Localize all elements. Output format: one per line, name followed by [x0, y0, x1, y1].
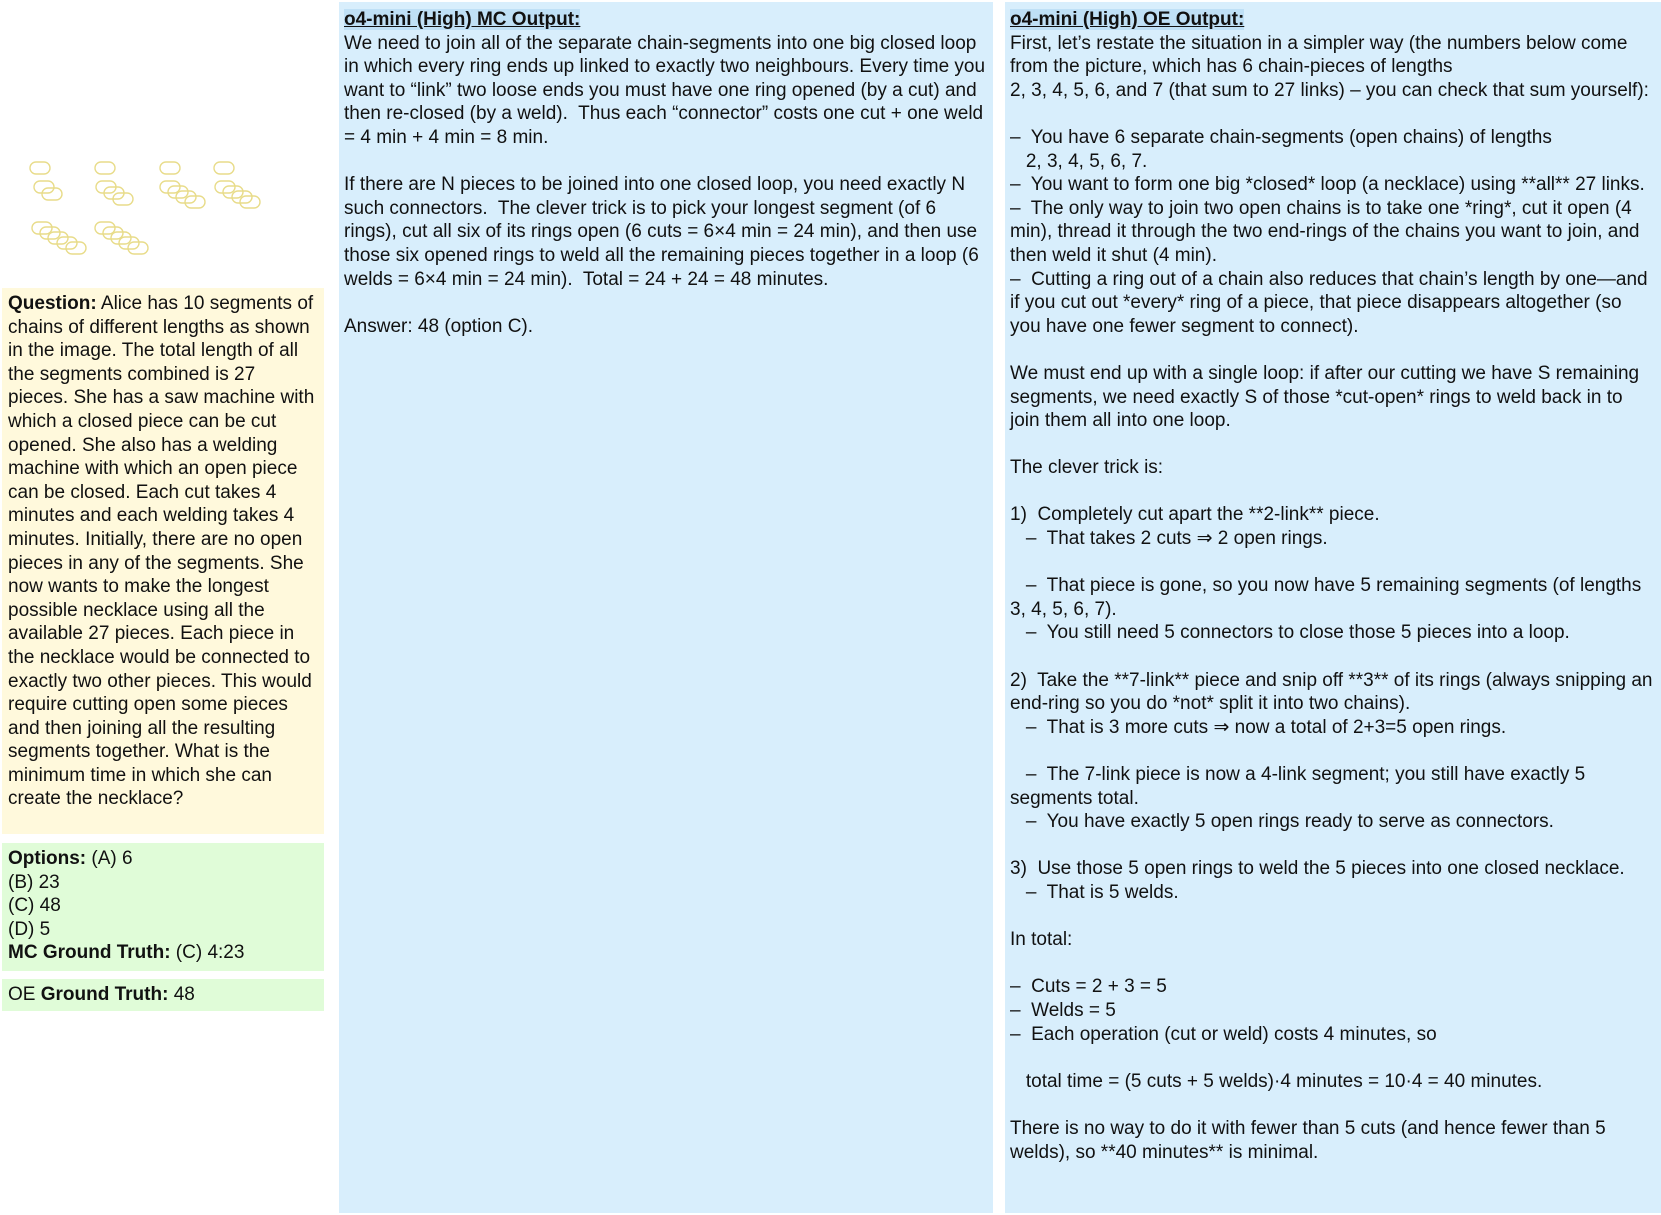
oe-output-body: First, let’s restate the situation in a simpler way (the numbers below come from the picture, which has 6 chain-pieces of lengths 2, 3, 4, 5, 6, and 7 (that sum to 27 links) – you can check that sum yourself): – You have 6 separate chain-segments (open chains) of lengths 2, 3, 4, 5, 6, 7. – You want to form one big *closed* loop (a necklace) using **all** 27 links. – The only way to join two open chains is to take one *ring*, cut it open (4 min), thread it through the two end-rings of the chains you want to join, and then weld it shut (4 min). – Cutting a ring out of a chain also reduces that chain’s length by one—and if you cut out *every* ring of a piece, that piece disappears altogether (so you have one fewer segment to connect). We must end up with a single loop: if after our cutting we have S remaining segments, we need exactly S of those *cut-open* rings to weld back in to join them all into one loop. The clever trick is: 1) Completely cut apart the **2-link** piece. – That takes 2 cuts ⇒ 2 open rings. – That piece is gone, so you now have 5 remaining segments (of lengths 3, 4, 5, 6, 7). – You still need 5 connectors to close those 5 pieces into a loop. 2) Take the **7-link** piece and snip off **3** of its rings (always snipping an end-ring so you do *not* split it into two chains). – That is 3 more cuts ⇒ now a total of 2+3=5 open rings. – The 7-link piece is now a 4-link segment; you still have exactly 5 segments total. – You have exactly 5 open rings ready to serve as connectors. 3) Use those 5 open rings to weld the 5 pieces into one closed necklace. – That is 5 welds. In total: – Cuts = 2 + 3 = 5 – Welds = 5 – Each operation (cut or weld) costs 4 minutes, so total time = (5 cuts + 5 welds)·4 minutes = 10·4 = 40 minutes. There is no way to do it with fewer than 5 cuts (and hence fewer than 5 welds), so **40 minutes** is minimal.: [1010, 32, 1653, 1163]
options-label: Options:: [8, 848, 87, 869]
mc-output-panel: [339, 2, 993, 1213]
oe-output-title: o4-mini (High) OE Output:: [1010, 9, 1245, 30]
mc-output-body: We need to join all of the separate chain-segments into one big closed loop in which every ring ends up linked to exactly two neighbours. Every time you want to “link” two loose ends you must have one ring opened (by a cut) and then re-closed (by a weld). Thus each “connector” costs one cut + one weld = 4 min + 4 min = 8 min. If there are N pieces to be joined into one closed loop, you need exactly N such connectors. The clever trick is to pick your longest segment (of 6 rings), cut all six of its rings open (6 cuts = 6×4 min = 24 min), and then use those six opened rings to weld all the remaining pieces together in a loop (6 welds = 6×4 min = 24 min). Total = 24 + 24 = 48 minutes. Answer: 48 (option C).: [344, 32, 986, 337]
mc-ground-truth-value: (C) 4:23: [170, 942, 245, 964]
chain-segments-image: [20, 150, 270, 260]
option-b: (B) 23: [8, 871, 60, 893]
chain-ring: [95, 162, 115, 174]
question-label: Question:: [8, 293, 97, 314]
oe-ground-truth-box: [2, 979, 324, 1011]
oe-ground-truth-prefix: OE: [8, 984, 41, 1005]
option-a-line: [8, 847, 318, 871]
mc-output-title: o4-mini (High) MC Output:: [344, 9, 581, 30]
question-box: [2, 288, 324, 834]
mc-ground-truth: [8, 941, 318, 965]
oe-output-panel: [1005, 2, 1661, 1213]
question-text: Alice has 10 segments of chains of different lengths as shown in the image. The total length of all the segments combined is 27 pieces. She has a saw machine with which a closed piece can be cut opened. She also has a welding machine with which an open piece can be closed. Each cut takes 4 minutes and each welding takes 4 minutes. Initially, there are no open pieces in any of the segments. She now wants to make the longest possible necklace using all the available 27 pieces. Each piece in the necklace would be connected to exactly two other pieces. This would require cutting open some pieces and then joining all the resulting segments together. What is the minimum time in which she can create the necklace?: [8, 293, 315, 810]
chain-ring: [185, 196, 205, 208]
option-d: (D) 5: [8, 918, 51, 940]
oe-ground-truth-label: Ground Truth:: [40, 984, 169, 1005]
option-c: (C) 48: [8, 895, 61, 917]
chain-ring: [66, 242, 86, 254]
chain-ring: [128, 242, 148, 254]
chain-ring: [30, 162, 50, 174]
chain-ring: [57, 237, 77, 249]
mc-ground-truth-label: MC Ground Truth:: [8, 942, 171, 964]
chain-ring: [34, 181, 54, 193]
options-box: [2, 843, 324, 971]
chain-ring: [214, 162, 234, 174]
option-a: (A) 6: [86, 848, 133, 869]
chain-ring: [42, 188, 62, 200]
oe-ground-truth-value: 48: [168, 984, 195, 1005]
chain-ring: [160, 162, 180, 174]
